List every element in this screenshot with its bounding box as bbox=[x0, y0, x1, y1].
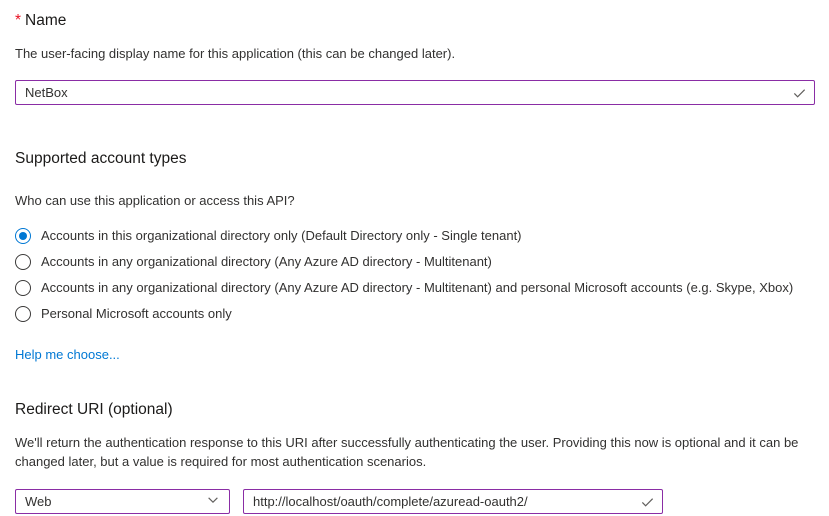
supported-account-types-section bbox=[15, 148, 814, 362]
platform-select[interactable] bbox=[15, 489, 230, 514]
help-me-choose-link[interactable]: Help me choose... bbox=[15, 347, 120, 362]
radio-button-icon bbox=[15, 280, 31, 296]
account-type-option-multitenant-personal[interactable] bbox=[15, 275, 814, 301]
redirect-uri-row bbox=[15, 489, 814, 514]
name-description: The user-facing display name for this application (this can be changed later). bbox=[15, 46, 456, 61]
account-types-question: Who can use this application or access this API? bbox=[15, 193, 295, 208]
name-input[interactable] bbox=[15, 80, 815, 105]
name-section bbox=[15, 10, 814, 105]
radio-option-label: Accounts in any organizational directory (Any Azure AD directory - Multitenant) bbox=[41, 254, 492, 269]
redirect-uri-description: We'll return the authentication response to this URI after successfully authenticating the user. Providing this now is optional and it can be changed later, but a value is required for most authentication scenarios. bbox=[15, 435, 799, 469]
radio-button-icon bbox=[15, 306, 31, 322]
required-asterisk: * bbox=[15, 12, 22, 29]
radio-button-icon bbox=[15, 228, 31, 244]
name-section-title bbox=[15, 10, 814, 31]
redirect-uri-input[interactable] bbox=[243, 489, 663, 514]
redirect-uri-title: Redirect URI (optional) bbox=[15, 401, 173, 418]
radio-option-label: Accounts in this organizational directory only (Default Directory only - Single tenant) bbox=[41, 228, 522, 243]
chevron-down-icon bbox=[206, 493, 220, 510]
platform-select-value: Web bbox=[25, 494, 52, 509]
redirect-uri-field bbox=[243, 489, 663, 514]
account-type-option-single-tenant[interactable] bbox=[15, 223, 814, 249]
account-type-option-multitenant[interactable] bbox=[15, 249, 814, 275]
redirect-uri-section bbox=[15, 399, 814, 514]
account-types-title: Supported account types bbox=[15, 150, 187, 167]
account-type-radio-group bbox=[15, 223, 814, 327]
radio-option-label: Accounts in any organizational directory (Any Azure AD directory - Multitenant) and personal Microsoft accounts (e.g. Skype, Xbox) bbox=[41, 280, 794, 295]
name-section-title-text: Name bbox=[25, 12, 67, 29]
radio-button-icon bbox=[15, 254, 31, 270]
name-field bbox=[15, 80, 815, 105]
account-type-option-personal-only[interactable] bbox=[15, 301, 814, 327]
radio-option-label: Personal Microsoft accounts only bbox=[41, 306, 232, 321]
